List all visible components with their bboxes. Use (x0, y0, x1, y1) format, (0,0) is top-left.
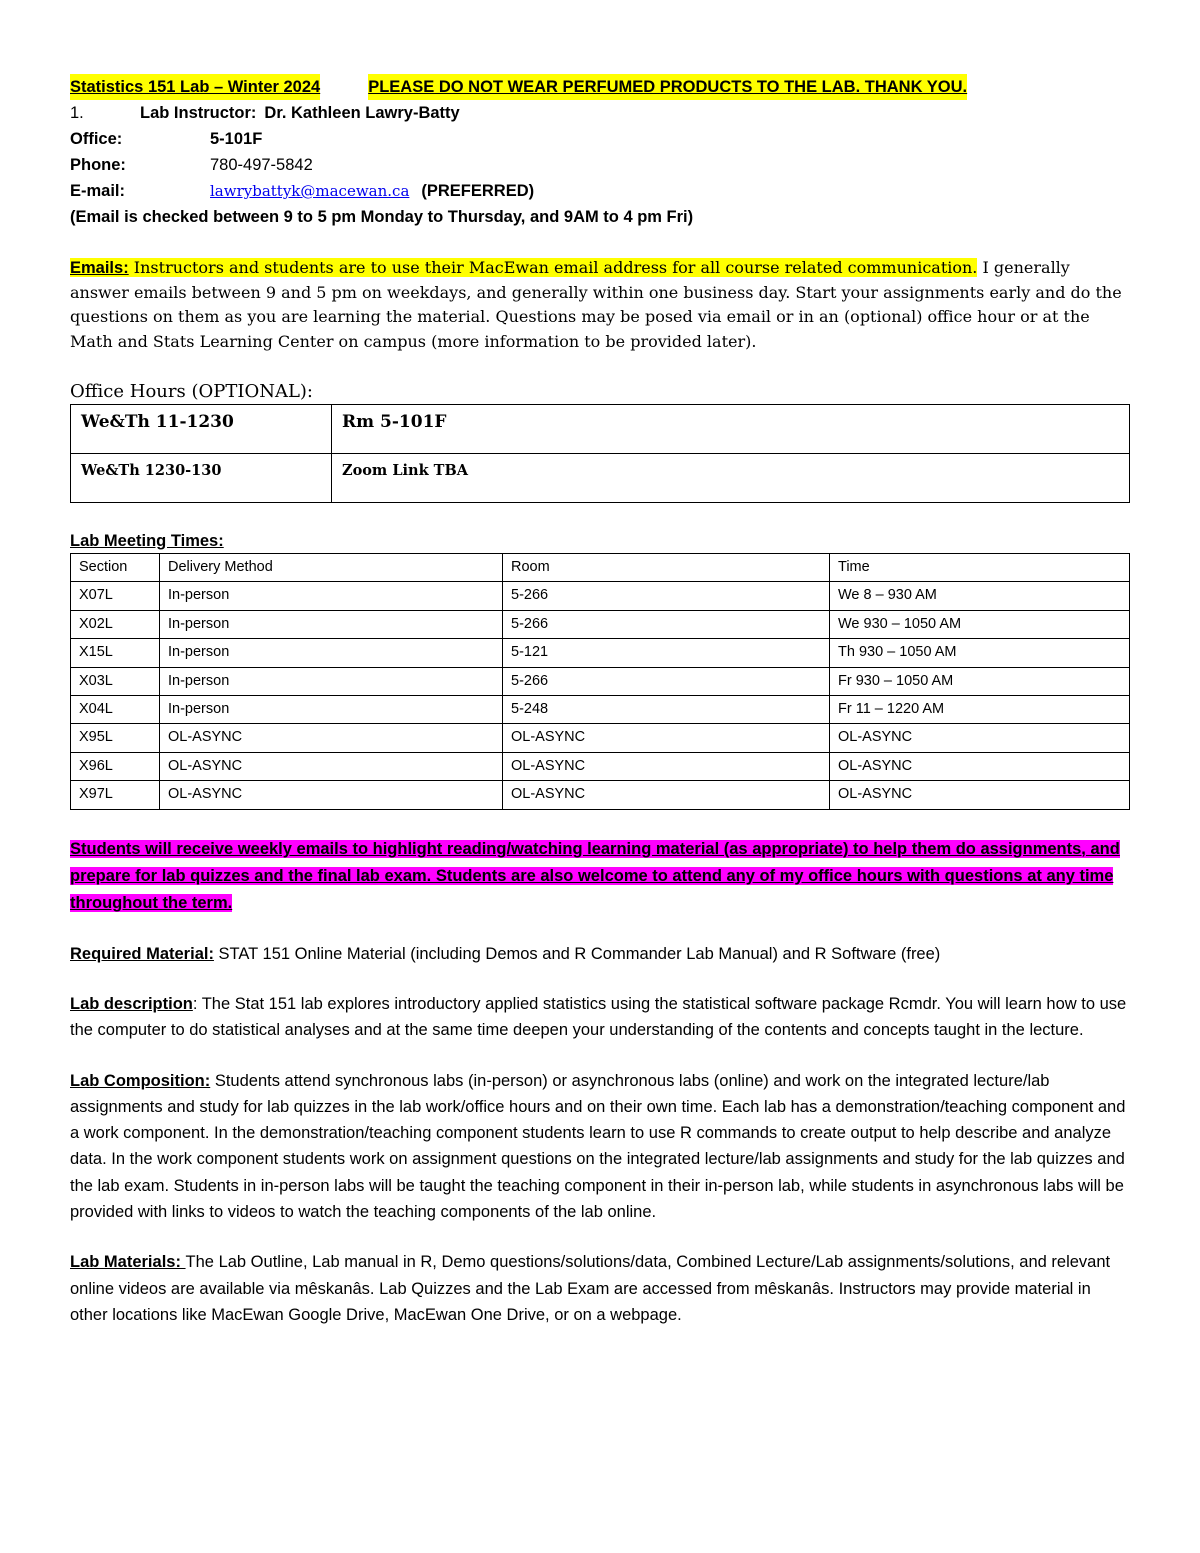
office-hours-heading: Office Hours (OPTIONAL): (70, 381, 313, 402)
lab-description-label: Lab description (70, 994, 193, 1013)
emails-section (70, 256, 1130, 354)
table-cell: 5-266 (503, 582, 830, 610)
lab-meeting-heading: Lab Meeting Times: (70, 532, 224, 550)
lab-composition-label: Lab Composition: (70, 1071, 211, 1090)
table-cell: OL-ASYNC (160, 781, 503, 809)
table-cell: OL-ASYNC (830, 781, 1130, 809)
course-title: Statistics 151 Lab – Winter 2024 (70, 74, 320, 100)
title-gap (320, 74, 368, 100)
required-material-label: Required Material: (70, 944, 214, 963)
table-cell: 5-121 (503, 639, 830, 667)
title-line (70, 74, 1130, 100)
table-cell: OL-ASYNC (503, 781, 830, 809)
table-cell: 5-266 (503, 610, 830, 638)
table-header-row (71, 554, 1130, 582)
required-material-section (70, 941, 1130, 967)
table-cell: We 930 – 1050 AM (830, 610, 1130, 638)
perfume-warning: PLEASE DO NOT WEAR PERFUMED PRODUCTS TO THE LAB. THANK YOU. (368, 74, 967, 100)
lab-meeting-table (70, 553, 1130, 810)
table-cell: OL-ASYNC (830, 724, 1130, 752)
table-cell: Th 930 – 1050 AM (830, 639, 1130, 667)
table-row (71, 781, 1130, 809)
office-row (70, 126, 1130, 152)
column-header: Time (830, 554, 1130, 582)
email-link[interactable]: lawrybattyk@macewan.ca (210, 182, 410, 200)
emails-label: Emails: (70, 259, 129, 277)
lab-materials-label: Lab Materials: (70, 1253, 186, 1272)
table-cell: X04L (71, 696, 160, 724)
table-row (71, 454, 1130, 503)
instructor-label: Lab Instructor: (140, 104, 257, 122)
phone-label: Phone: (70, 156, 126, 174)
table-cell: X07L (71, 582, 160, 610)
office-value: 5-101F (210, 130, 263, 148)
instructor-row (70, 100, 1130, 126)
lab-description-section (70, 991, 1130, 1044)
table-cell: X03L (71, 667, 160, 695)
document-page (70, 74, 1130, 1328)
office-hours-table (70, 404, 1130, 503)
column-header: Section (71, 554, 160, 582)
table-cell: X97L (71, 781, 160, 809)
instructor-name: Dr. Kathleen Lawry-Batty (264, 104, 460, 122)
office-hours-time: We&Th 11-1230 (71, 405, 332, 454)
office-label: Office: (70, 130, 123, 148)
table-cell: In-person (160, 639, 503, 667)
table-cell: OL-ASYNC (160, 752, 503, 780)
table-cell: We 8 – 930 AM (830, 582, 1130, 610)
notice-text: Students will receive weekly emails to highlight reading/watching learning material (as appropriate) to help them do assignments, and prepare for lab quizzes and the final lab exam. Students are also welcome to attend any of my office hours with questions at any time throughout the term. (70, 839, 1120, 912)
table-row (71, 582, 1130, 610)
column-header: Room (503, 554, 830, 582)
emails-body: I generally answer emails between 9 and 5 pm on weekdays, and generally within one business day. Start your assignments early and do the questions on them as you are learning the material. Questions may be posed via email or in an (optional) office hour or at the Math and Stats Learning Center on campus (more information to be provided later). (70, 258, 1122, 351)
table-cell: X02L (71, 610, 160, 638)
item-number: 1. (70, 104, 84, 122)
table-cell: OL-ASYNC (160, 724, 503, 752)
table-cell: In-person (160, 582, 503, 610)
email-label: E-mail: (70, 182, 126, 200)
lab-materials-section (70, 1249, 1130, 1328)
table-row (71, 639, 1130, 667)
office-hours-place: Rm 5-101F (332, 405, 1130, 454)
table-cell: OL-ASYNC (503, 752, 830, 780)
lab-composition-text: Students attend synchronous labs (in-person) or asynchronous labs (online) and work on the integrated lecture/lab assignments and study for lab quizzes in the lab work/office hours and on their own time. Each lab has a demonstration/teaching component and a work component. In the demonstration/teaching component students learn to use R commands to create output to help describe and analyze data. In the work component students work on assignment questions on the integrated lecture/lab assignments and study for the lab quizzes and the lab exam. Students in in-person labs will be taught the teaching component in their in-person lab, while students in asynchronous labs will be provided with links to videos to watch the teaching components of the lab online. (70, 1071, 1126, 1222)
table-cell: OL-ASYNC (830, 752, 1130, 780)
office-hours-time: We&Th 1230-130 (71, 454, 332, 503)
table-cell: 5-266 (503, 667, 830, 695)
table-row (71, 724, 1130, 752)
table-cell: OL-ASYNC (503, 724, 830, 752)
table-cell: In-person (160, 610, 503, 638)
email-hours-note: (Email is checked between 9 to 5 pm Monday to Thursday, and 9AM to 4 pm Fri) (70, 208, 694, 226)
email-preferred-note: (PREFERRED) (421, 182, 535, 200)
lab-composition-section (70, 1068, 1130, 1226)
table-cell: X95L (71, 724, 160, 752)
email-row (70, 178, 1130, 204)
table-row (71, 667, 1130, 695)
weekly-emails-notice (70, 836, 1130, 917)
table-cell: X15L (71, 639, 160, 667)
phone-value: 780-497-5842 (210, 156, 313, 174)
table-row (71, 610, 1130, 638)
table-cell: 5-248 (503, 696, 830, 724)
table-cell: In-person (160, 696, 503, 724)
emails-highlight: Instructors and students are to use their MacEwan email address for all course related communication. (133, 258, 978, 277)
column-header: Delivery Method (160, 554, 503, 582)
table-cell: X96L (71, 752, 160, 780)
table-row (71, 752, 1130, 780)
lab-materials-text: The Lab Outline, Lab manual in R, Demo questions/solutions/data, Combined Lecture/Lab assignments/solutions, and relevant online videos are available via mêskanâs. Lab Quizzes and the Lab Exam are accessed from mêskanâs. Instructors may provide material in other locations like MacEwan Google Drive, MacEwan One Drive, or on a webpage. (70, 1253, 1111, 1324)
table-cell: In-person (160, 667, 503, 695)
office-hours-place: Zoom Link TBA (332, 454, 1130, 503)
table-cell: Fr 930 – 1050 AM (830, 667, 1130, 695)
table-row (71, 696, 1130, 724)
table-cell: Fr 11 – 1220 AM (830, 696, 1130, 724)
required-material-text: STAT 151 Online Material (including Demos and R Commander Lab Manual) and R Software (free) (213, 944, 941, 963)
phone-row (70, 152, 1130, 178)
lab-description-text: : The Stat 151 lab explores introductory applied statistics using the statistical software package Rcmdr. You will learn how to use the computer to do statistical analyses and at the same time deepen your understanding of the contents and concepts taught in the lecture. (70, 994, 1127, 1040)
table-row (71, 405, 1130, 454)
